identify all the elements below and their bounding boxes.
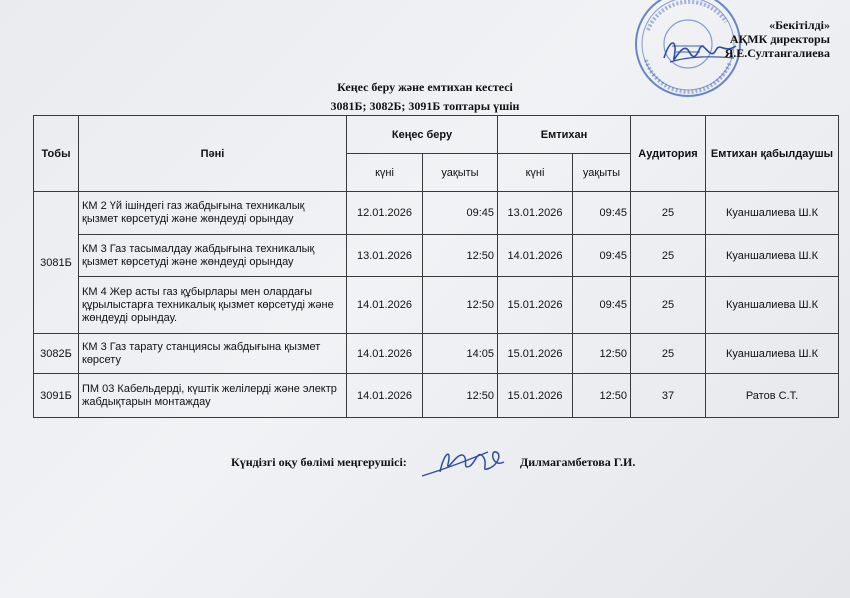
- group-cell: 3081Б: [34, 192, 79, 334]
- header-subject: Пәні: [79, 116, 347, 192]
- consult-day-cell: 14.01.2026: [347, 334, 423, 374]
- document-subtitle: 3081Б; 3082Б; 3091Б топтары үшін: [330, 99, 520, 113]
- consult-time-cell: 14:05: [423, 334, 498, 374]
- subject-cell: КМ 3 Газ тасымалдау жабдығына техникалық қызмет көрсетуді және жөндеуді орындау: [79, 235, 347, 277]
- consult-time-cell: 12:50: [423, 277, 498, 334]
- consult-day-cell: 14.01.2026: [347, 374, 423, 418]
- header-consultation: Кеңес беру: [347, 116, 498, 154]
- room-cell: 25: [631, 277, 706, 334]
- group-cell: 3082Б: [34, 334, 79, 374]
- subject-cell: ПМ 03 Кабельдерді, күштік желілерді және электр жабдықтарын монтаждау: [79, 374, 347, 418]
- examiner-cell: Ратов С.Т.: [706, 374, 839, 418]
- exam-day-cell: 15.01.2026: [498, 374, 573, 418]
- consult-day-cell: 13.01.2026: [347, 235, 423, 277]
- header-exam: Емтихан: [498, 116, 631, 154]
- consult-time-cell: 12:50: [423, 374, 498, 418]
- subject-cell: КМ 4 Жер асты газ құбырлары мен олардағы құрылыстарға техникалық қызмет көрсетуді және жөндеуді орындау.: [79, 277, 347, 334]
- header-examiner: Емтихан қабылдаушы: [706, 116, 839, 192]
- header-consult-time: уақыты: [423, 154, 498, 192]
- approval-line-1: «Бекітілді»: [769, 18, 830, 32]
- examiner-cell: Куаншалиева Ш.К: [706, 192, 839, 235]
- subject-cell: КМ 3 Газ тарату станциясы жабдығына қызмет көрсету: [79, 334, 347, 374]
- consult-time-cell: 12:50: [423, 235, 498, 277]
- exam-time-cell: 09:45: [573, 192, 631, 235]
- header-exam-day: күні: [498, 154, 573, 192]
- exam-day-cell: 13.01.2026: [498, 192, 573, 235]
- examiner-cell: Куаншалиева Ш.К: [706, 334, 839, 374]
- examiner-cell: Куаншалиева Ш.К: [706, 277, 839, 334]
- footer-name: Дилмагамбетова Г.И.: [520, 455, 636, 469]
- exam-time-cell: 12:50: [573, 374, 631, 418]
- exam-day-cell: 15.01.2026: [498, 334, 573, 374]
- table-row: [34, 277, 839, 334]
- exam-day-cell: 15.01.2026: [498, 277, 573, 334]
- room-cell: 25: [631, 192, 706, 235]
- table-row: [34, 192, 839, 235]
- room-cell: 25: [631, 334, 706, 374]
- exam-time-cell: 09:45: [573, 235, 631, 277]
- group-cell: 3091Б: [34, 374, 79, 418]
- consult-day-cell: 12.01.2026: [347, 192, 423, 235]
- header-consult-day: күні: [347, 154, 423, 192]
- consult-day-cell: 14.01.2026: [347, 277, 423, 334]
- header-group: Тобы: [34, 116, 79, 192]
- approval-block: [725, 18, 830, 60]
- examiner-cell: Куаншалиева Ш.К: [706, 235, 839, 277]
- room-cell: 37: [631, 374, 706, 418]
- schedule-table: [33, 115, 839, 418]
- document-title: Кеңес беру және емтихан кестесі: [337, 80, 513, 94]
- head-signature-icon: [418, 442, 518, 482]
- header-room: Аудитория: [631, 116, 706, 192]
- approval-line-2: АҚМК директоры: [729, 32, 830, 46]
- room-cell: 25: [631, 235, 706, 277]
- table-row: [34, 235, 839, 277]
- consult-time-cell: 09:45: [423, 192, 498, 235]
- exam-time-cell: 09:45: [573, 277, 631, 334]
- exam-time-cell: 12:50: [573, 334, 631, 374]
- footer-label: Күндізгі оқу бөлімі меңгерушісі:: [231, 455, 407, 469]
- exam-day-cell: 14.01.2026: [498, 235, 573, 277]
- subject-cell: КМ 2 Үй ішіндегі газ жабдығына техникалық қызмет көрсетуді және жөндеуді орындау: [79, 192, 347, 235]
- table-row: [34, 374, 839, 418]
- approval-line-3: Я.Е.Султангалиева: [724, 46, 830, 60]
- header-exam-time: уақыты: [573, 154, 631, 192]
- table-row: [34, 334, 839, 374]
